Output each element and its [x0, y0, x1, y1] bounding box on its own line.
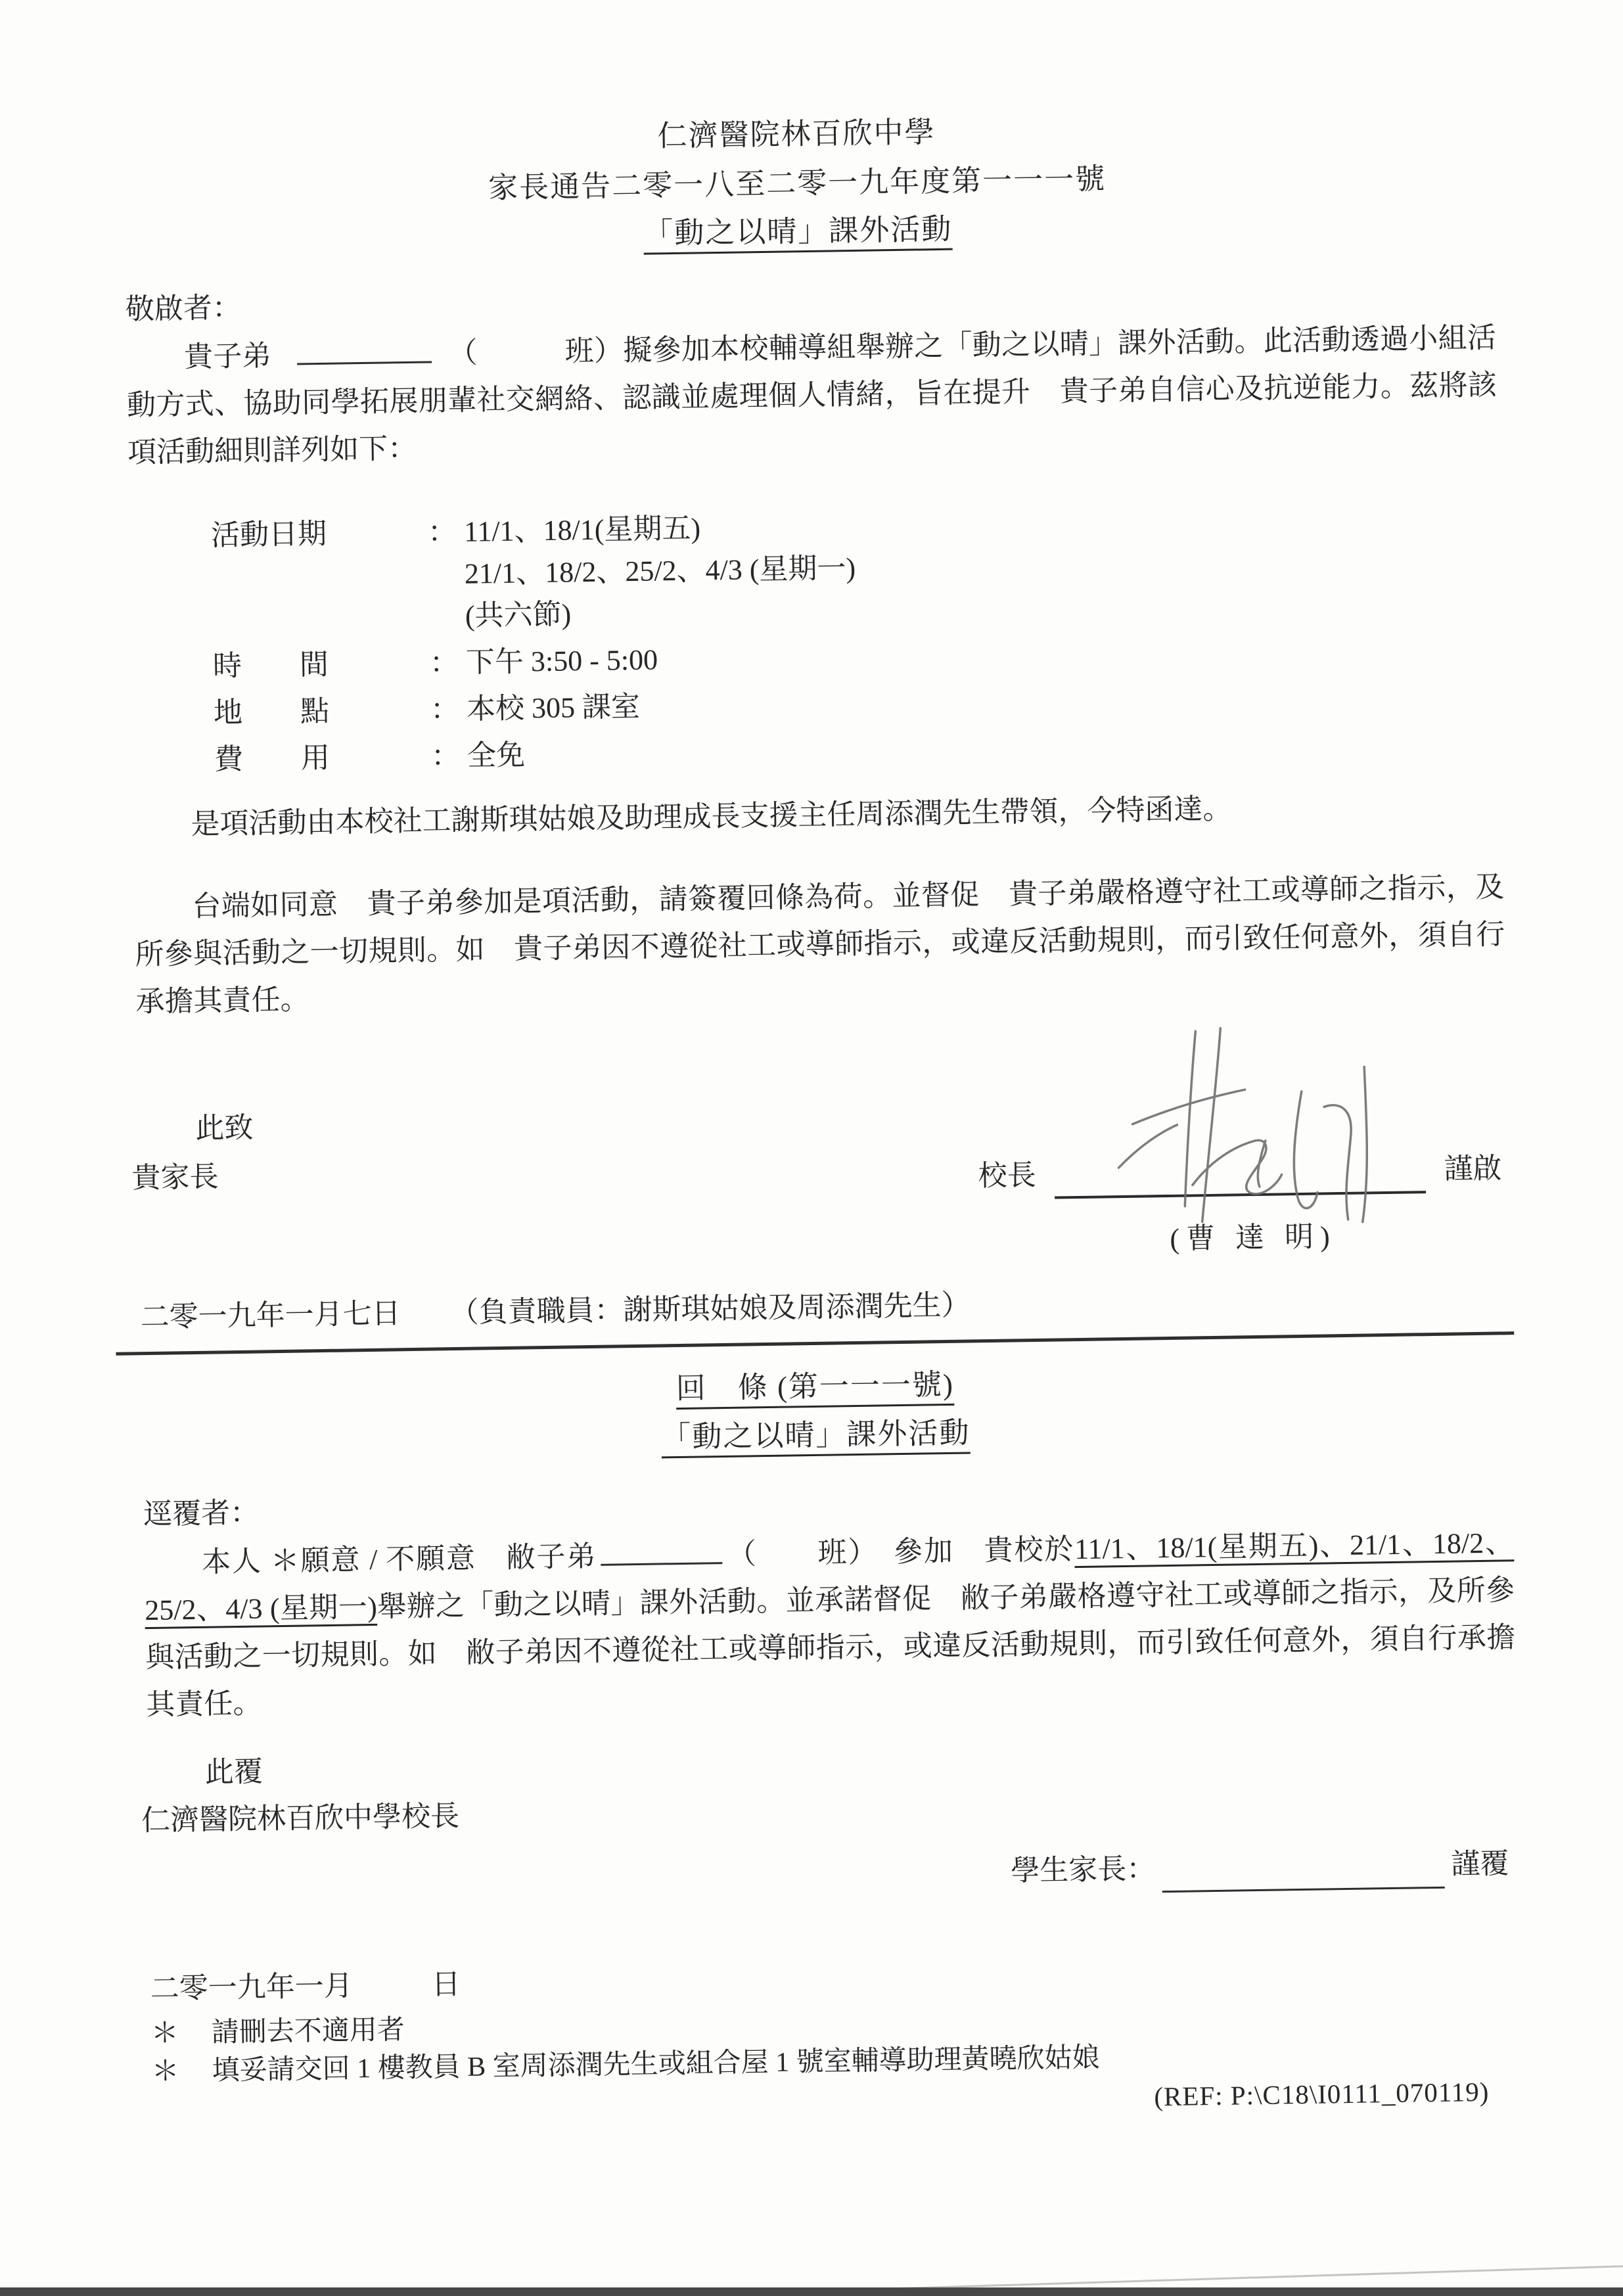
- detail-date-line2: 21/1、18/2、25/2、4/3 (星期一): [464, 551, 856, 590]
- note-text: 填妥請交回 1 樓教員 B 室周添潤先生或組合屋 1 號室輔導助理黃曉欣姑娘: [212, 2042, 1100, 2086]
- note-text: 請刪去不適用者: [211, 2015, 405, 2048]
- reply-cifu: 此覆: [204, 1755, 263, 1789]
- activity-title-heading: 「動之以晴」課外活動: [643, 212, 953, 250]
- reply-slip-title: 回 條 (第一一一號): [675, 1367, 955, 1406]
- detail-value-venue: 本校 305 課室: [466, 690, 641, 725]
- detail-date-line1: 11/1、18/1(星期五): [463, 512, 701, 548]
- reply-class-text: （ 班） 參加 貴校於: [725, 1533, 1075, 1571]
- detail-label: 時 間: [212, 648, 329, 683]
- principal-signature-row: [978, 1145, 1502, 1200]
- parent-signature-row: [1011, 1840, 1509, 1894]
- detail-colon: ：: [429, 646, 459, 679]
- principal-label: 校長: [978, 1159, 1036, 1193]
- reply-rest-text: 舉辦之「動之以晴」課外活動。並承諾督促 敝子弟嚴格遵守社工或導師之指示，及所參與活動之一切規則。如 敝子弟因不遵從社工或導師指示，或違反活動規則，而引致任何意外，須自行承擔其責任。: [145, 1574, 1516, 1722]
- principal-signature: [1091, 1027, 1396, 1229]
- detail-colon: ：: [430, 693, 460, 726]
- issue-date-row: [140, 1281, 971, 1341]
- jinfu-label: 謹覆: [1450, 1847, 1509, 1881]
- salutation-text: 敬啟者：: [125, 291, 242, 326]
- student-name-blank: [297, 332, 432, 365]
- detail-value-dates: [464, 505, 857, 637]
- reply-school-principal: 仁濟醫院林百欣中學校長: [141, 1800, 460, 1837]
- staff-in-charge: （負責職員：謝斯琪姑娘及周添潤先生）: [449, 1289, 971, 1329]
- note-star: ＊: [151, 2056, 180, 2088]
- issue-date: 二零一九年一月七日: [140, 1297, 401, 1334]
- detail-row-fee: [214, 729, 859, 781]
- detail-value-fee: 全免: [467, 739, 526, 772]
- detail-row-venue: [214, 683, 858, 735]
- detail-label: 地 點: [213, 695, 330, 729]
- reply-salutation: 逕覆者：: [143, 1496, 260, 1531]
- reply-date-day: 日: [431, 1968, 461, 2001]
- intro-lead-text: 貴子弟: [183, 340, 272, 374]
- intro-rest-text: （ 班）擬參加本校輔導組舉辦之「動之以晴」課外活動。此活動透過小組活動方式、協助同學拓展朋輩社交網絡、認識並處理個人情緒，旨在提升 貴子弟自信心及抗逆能力。茲將該項活動細則詳列如下：: [126, 321, 1497, 469]
- parent-signature-blank: [1162, 1858, 1445, 1893]
- reply-date-row: [150, 1961, 461, 2013]
- reply-consent-text: 本人 ＊願意 / 不願意 敝子弟: [201, 1540, 597, 1578]
- detail-value-time: 下午 3:50 - 5:00: [465, 643, 658, 679]
- detail-colon: ：: [427, 515, 457, 549]
- reply-dates-underlined: 11/1、18/1(星期五)、21/1、18/2、25/2、4/3 (星期一): [144, 1527, 1515, 1627]
- intro-paragraph: [126, 314, 1497, 476]
- notice-number-heading: 家長通告二零一八至二零一九年度第一一一號: [488, 162, 1107, 205]
- detail-date-line3: (共六節): [465, 598, 572, 632]
- jinqi-label: 謹啟: [1444, 1152, 1502, 1185]
- ref-code: (REF: P:\C18\I0111_070119): [1154, 2076, 1490, 2112]
- conductor-paragraph: 是項活動由本校社工謝斯琪姑娘及助理成長支援主任周添潤先生帶領，今特函達。: [191, 792, 1232, 840]
- detail-label: 費 用: [214, 741, 331, 776]
- reply-student-blank: [601, 1533, 723, 1566]
- detail-row-time: [213, 636, 857, 688]
- principal-name: (曹 達 明): [1170, 1220, 1337, 1255]
- detail-row-date: [211, 505, 857, 641]
- reply-paragraph: [144, 1519, 1517, 1729]
- parent-sign-label: 學生家長：: [1010, 1852, 1156, 1887]
- detail-colon: ：: [430, 739, 461, 773]
- detail-label: 活動日期: [210, 517, 327, 552]
- closing-recipient: 貴家長: [131, 1160, 219, 1195]
- reply-slip-subtitle: 「動之以晴」課外活動: [661, 1416, 971, 1454]
- closing-cizhi: 此致: [195, 1111, 254, 1145]
- activity-details: [211, 505, 859, 785]
- school-name-heading: 仁濟醫院林百欣中學: [657, 116, 936, 153]
- principal-signature-line: [1054, 1153, 1426, 1199]
- consent-paragraph: 台端如同意 貴子弟參加是項活動，請簽覆回條為荷。並督促 貴子弟嚴格遵守社工或導師之指示，及所參與活動之一切規則。如 貴子弟因不遵從社工或導師指示，或違反活動規則，而引致任何意外，須自行承擔其責任。: [135, 871, 1505, 1019]
- scanner-edge-strip: [0, 2287, 1623, 2296]
- note-star: ＊: [150, 2018, 179, 2050]
- reply-date-year-month: 二零一九年一月: [150, 1969, 354, 2006]
